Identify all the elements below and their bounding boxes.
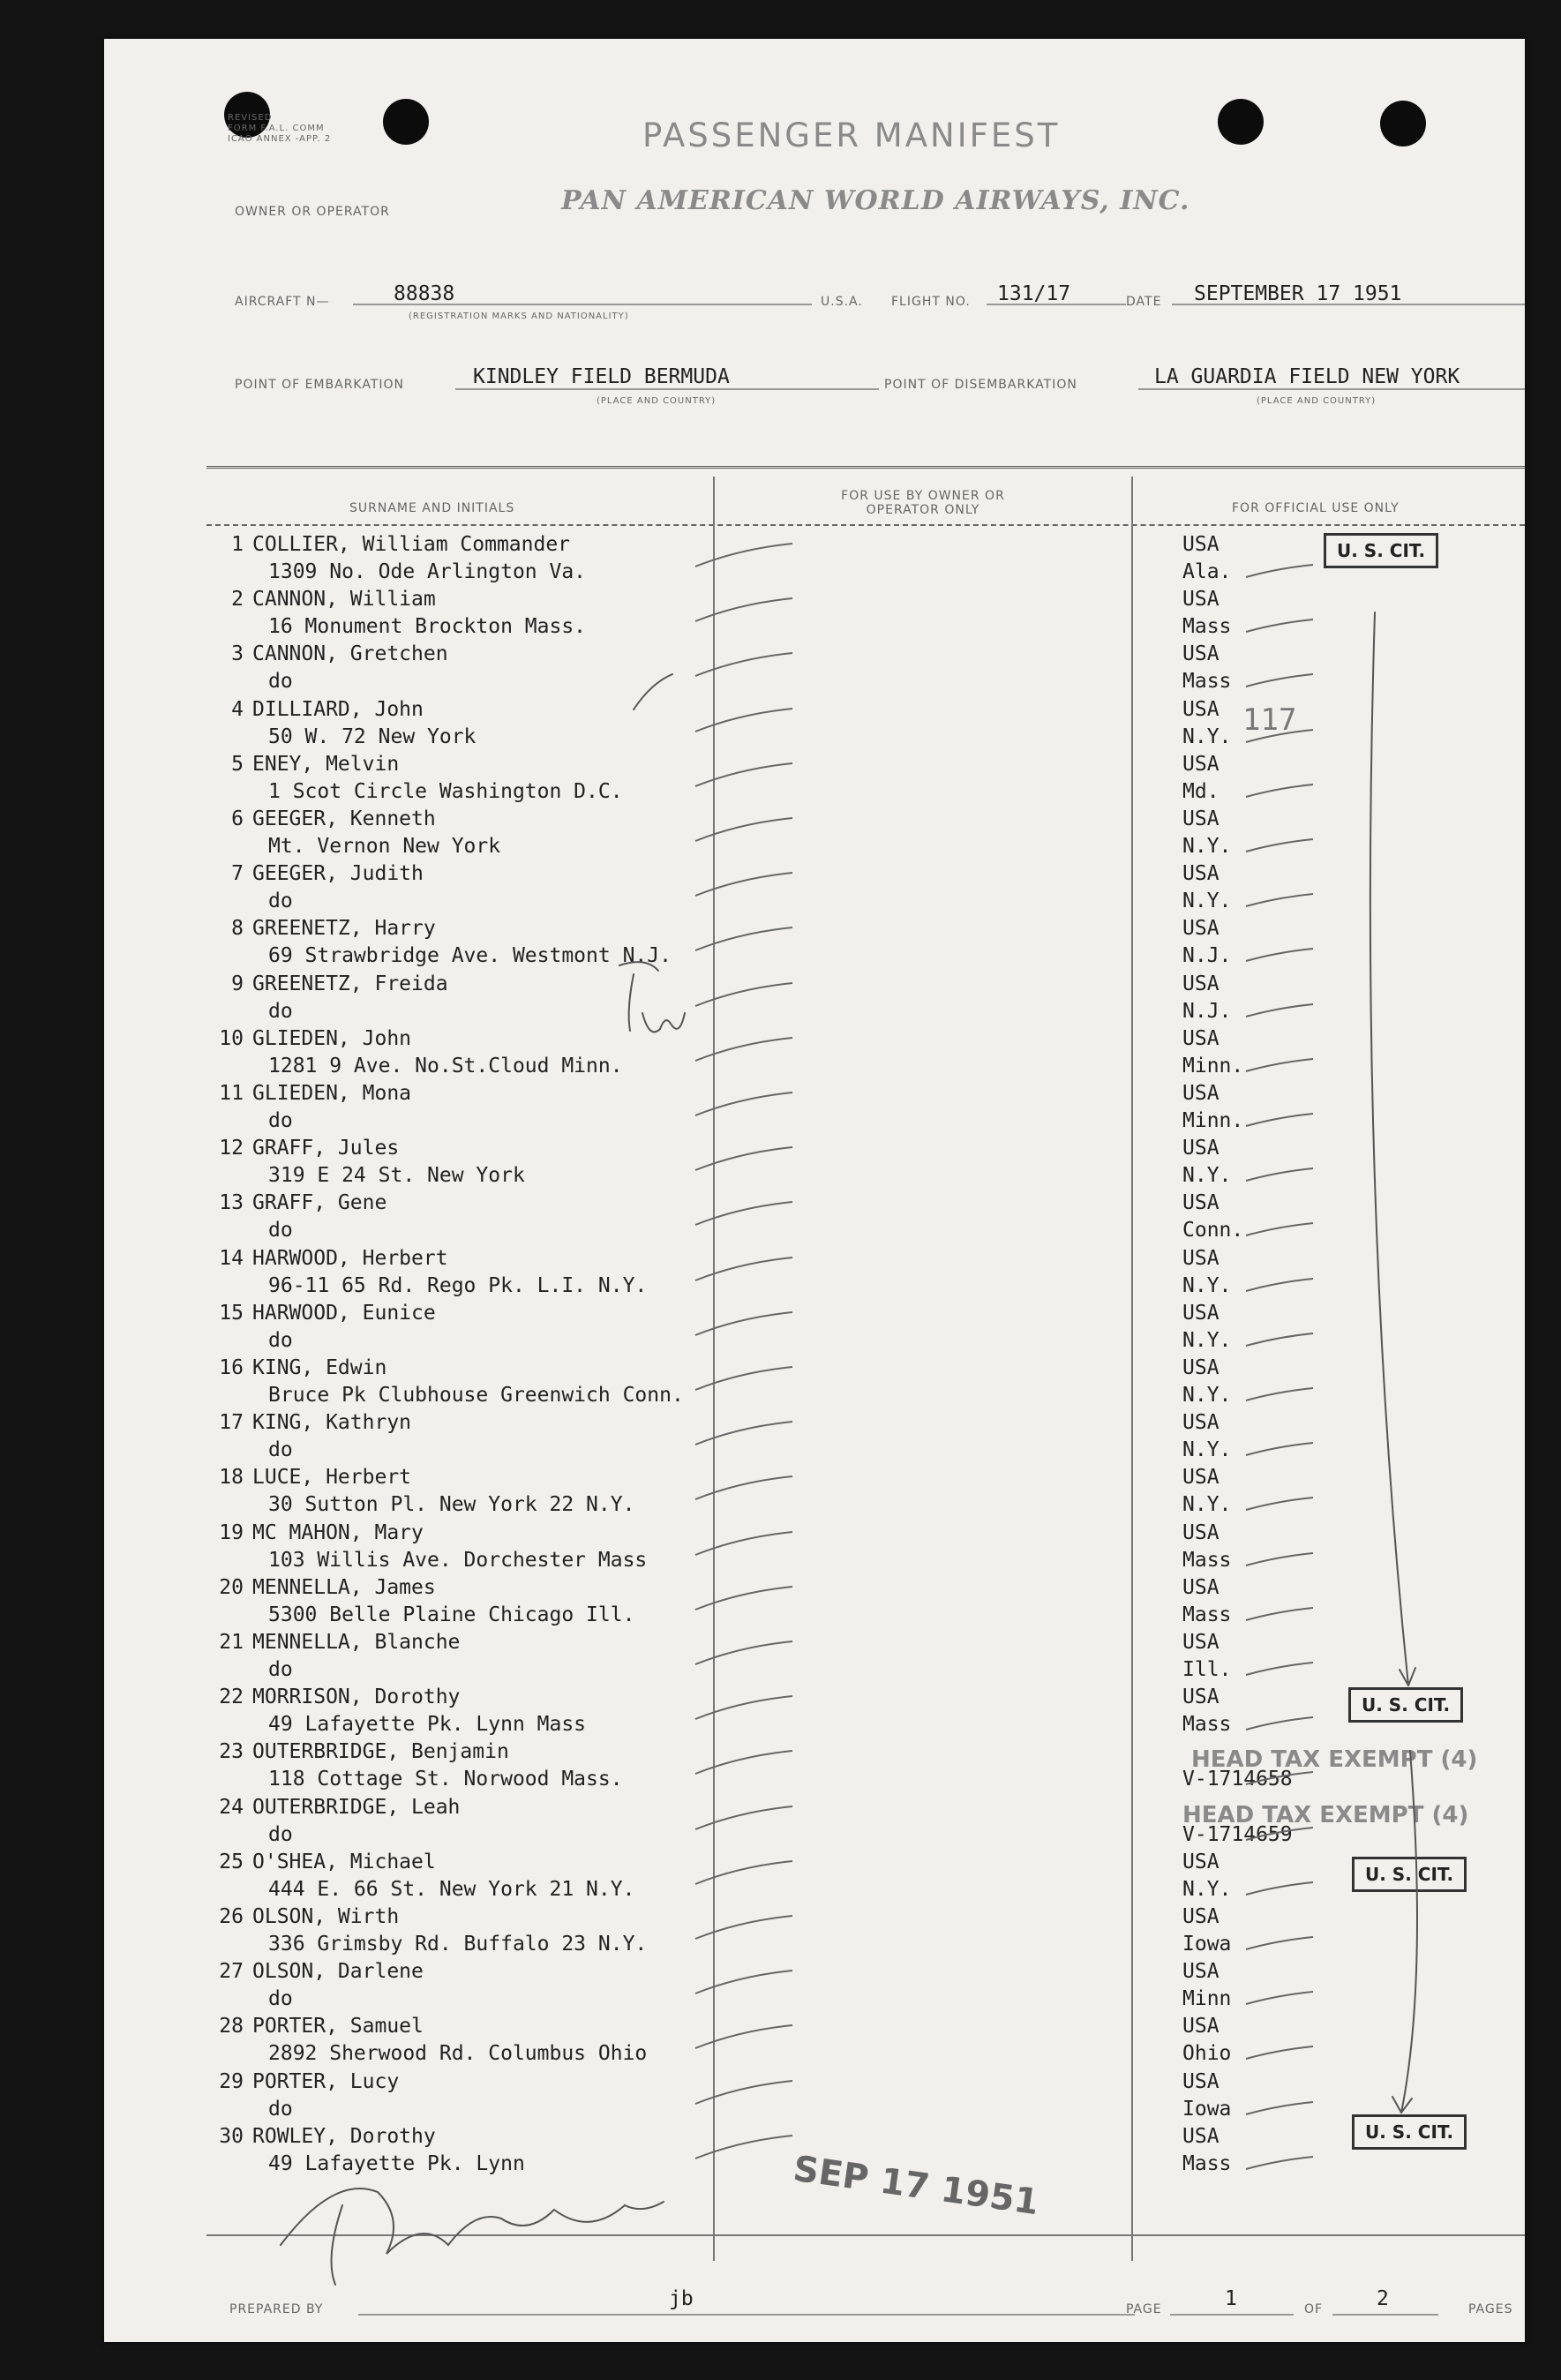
nationality: USA	[1182, 1520, 1220, 1544]
passenger-name: OUTERBRIDGE, Leah	[252, 1795, 461, 1819]
residence-state: Mass	[1182, 2151, 1232, 2175]
residence-state: Mass	[1182, 1603, 1232, 1626]
passenger-name: GLIEDEN, John	[252, 1026, 412, 1050]
passenger-address: 49 Lafayette Pk. Lynn	[268, 2151, 525, 2175]
residence-state: Iowa	[1182, 1933, 1232, 1956]
passenger-name: PORTER, Samuel	[252, 2015, 424, 2038]
of-label: OF	[1304, 2302, 1324, 2316]
nationality: USA	[1182, 2015, 1220, 2038]
embarkation-label: POINT OF EMBARKATION	[235, 378, 405, 392]
flight-date: SEPTEMBER 17 1951	[1194, 282, 1402, 305]
annotation-117: 117	[1242, 702, 1297, 738]
nationality: USA	[1182, 1082, 1220, 1105]
passenger-address: 16 Monument Brockton Mass.	[268, 615, 587, 639]
passenger-address: 50 W. 72 New York	[268, 725, 477, 748]
residence-state: Minn.	[1182, 1054, 1244, 1077]
page-label: PAGE	[1126, 2302, 1162, 2316]
passenger-name: GRAFF, Jules	[252, 1137, 400, 1160]
nationality: USA	[1182, 533, 1220, 556]
nationality: USA	[1182, 1191, 1220, 1215]
passenger-address: 336 Grimsby Rd. Buffalo 23 N.Y.	[268, 1933, 648, 1956]
row-number: 14	[219, 1246, 244, 1270]
received-date-stamp: SEP 17 1951	[791, 2148, 1042, 2224]
nationality: USA	[1182, 972, 1220, 995]
passenger-name: COLLIER, William Commander	[252, 533, 571, 556]
residence-state: Ill.	[1182, 1658, 1232, 1681]
residence-state: N.Y.	[1182, 1164, 1232, 1188]
nationality: USA	[1182, 1356, 1220, 1379]
residence-state: Mass	[1182, 1713, 1232, 1737]
registration-caption: (REGISTRATION MARKS AND NATIONALITY)	[409, 312, 629, 321]
row-number: 28	[219, 2015, 244, 2038]
residence-state: N.Y.	[1182, 835, 1232, 858]
row-number: 2	[231, 588, 244, 612]
passenger-address: do	[268, 999, 293, 1023]
nationality: USA	[1182, 1246, 1220, 1270]
residence-state: Mass	[1182, 615, 1232, 639]
residence-state: Mass	[1182, 1548, 1232, 1572]
nationality: USA	[1182, 1960, 1220, 1984]
row-number: 23	[219, 1740, 244, 1764]
nationality: USA	[1182, 2069, 1220, 2093]
nationality: USA	[1182, 1137, 1220, 1160]
passenger-address: do	[268, 670, 293, 694]
passenger-address: do	[268, 1987, 293, 2011]
residence-state: N.Y.	[1182, 725, 1232, 748]
column-header-official: FOR OFFICIAL USE ONLY	[1232, 501, 1400, 515]
passenger-address: do	[268, 1822, 293, 1846]
passenger-address: 1309 No. Ode Arlington Va.	[268, 560, 587, 583]
citizen-stamp: U. S. CIT.	[1348, 1687, 1463, 1723]
residence-state: N.Y.	[1182, 1273, 1232, 1297]
residence-state: N.Y.	[1182, 1493, 1232, 1517]
passenger-name: OUTERBRIDGE, Benjamin	[252, 1740, 509, 1764]
passenger-address: do	[268, 2097, 293, 2121]
passenger-address: do	[268, 1658, 293, 1681]
manifest-sheet	[104, 39, 1525, 2342]
row-number: 19	[219, 1520, 244, 1544]
row-number: 16	[219, 1356, 244, 1379]
flight-number: 131/17	[997, 282, 1071, 305]
residence-state: N.J.	[1182, 999, 1232, 1023]
form-code-line: ICAO ANNEX -APP. 2	[228, 134, 332, 144]
residence-state: Ala.	[1182, 560, 1232, 583]
nationality: USA	[1182, 862, 1220, 886]
residence-state: N.J.	[1182, 944, 1232, 968]
row-number: 6	[231, 807, 244, 830]
passenger-address: 69 Strawbridge Ave. Westmont N.J.	[268, 944, 672, 968]
row-number: 15	[219, 1301, 244, 1325]
page-title: PASSENGER MANIFEST	[642, 116, 1061, 154]
nationality: USA	[1182, 1026, 1220, 1050]
passenger-address: do	[268, 890, 293, 913]
form-code-line: FORM F.A.L. COMM	[228, 124, 325, 133]
residence-state: N.Y.	[1182, 1384, 1232, 1407]
date-label: DATE	[1126, 295, 1162, 309]
row-number: 22	[219, 1686, 244, 1709]
flight-label: FLIGHT NO.	[891, 295, 971, 309]
column-header-surname: SURNAME AND INITIALS	[349, 501, 515, 515]
residence-state: Conn.	[1182, 1219, 1244, 1243]
passenger-address: 1 Scot Circle Washington D.C.	[268, 779, 623, 803]
nationality: USA	[1182, 1575, 1220, 1599]
row-number: 1	[231, 533, 244, 556]
passenger-address: Mt. Vernon New York	[268, 835, 501, 858]
aircraft-number: 88838	[394, 282, 455, 305]
row-number: 26	[219, 1905, 244, 1928]
row-number: 3	[231, 642, 244, 666]
residence-state: N.Y.	[1182, 890, 1232, 913]
residence-state: Ohio	[1182, 2042, 1232, 2066]
page-number: 1	[1225, 2287, 1237, 2310]
residence-state: Md.	[1182, 779, 1220, 803]
residence-state: N.Y.	[1182, 1877, 1232, 1901]
residence-state: V-1714658	[1182, 1768, 1293, 1791]
embarkation-point: KINDLEY FIELD BERMUDA	[473, 365, 730, 388]
nationality: USA	[1182, 917, 1220, 941]
row-number: 4	[231, 697, 244, 721]
passenger-name: GEEGER, Judith	[252, 862, 424, 886]
passenger-address: 319 E 24 St. New York	[268, 1164, 525, 1188]
pages-label: PAGES	[1468, 2302, 1513, 2316]
passenger-name: LUCE, Herbert	[252, 1466, 412, 1490]
passenger-name: ROWLEY, Dorothy	[252, 2124, 436, 2148]
prepared-by: jb	[669, 2287, 694, 2310]
nationality: USA	[1182, 1850, 1220, 1873]
nationality: USA	[1182, 807, 1220, 830]
passenger-name: CANNON, William	[252, 588, 436, 612]
usa-label: U.S.A.	[821, 295, 863, 309]
passenger-name: HARWOOD, Herbert	[252, 1246, 448, 1270]
passenger-name: O'SHEA, Michael	[252, 1850, 436, 1873]
passenger-address: 103 Willis Ave. Dorchester Mass	[268, 1548, 648, 1572]
head-tax-exempt-stamp: HEAD TAX EXEMPT (4)	[1191, 1746, 1478, 1773]
passenger-address: 5300 Belle Plaine Chicago Ill.	[268, 1603, 635, 1626]
residence-state: Iowa	[1182, 2097, 1232, 2121]
passenger-name: ENEY, Melvin	[252, 752, 400, 776]
passenger-name: OLSON, Wirth	[252, 1905, 400, 1928]
row-number: 17	[219, 1411, 244, 1435]
passenger-name: GREENETZ, Freida	[252, 972, 448, 995]
row-number: 13	[219, 1191, 244, 1215]
row-number: 11	[219, 1082, 244, 1105]
disembarkation-label: POINT OF DISEMBARKATION	[884, 378, 1077, 392]
passenger-address: 1281 9 Ave. No.St.Cloud Minn.	[268, 1054, 623, 1077]
row-number: 18	[219, 1466, 244, 1490]
form-code-line: REVISED	[228, 113, 273, 123]
prepared-by-label: PREPARED BY	[229, 2302, 324, 2316]
place-caption: (PLACE AND COUNTRY)	[597, 396, 717, 406]
residence-state: Minn	[1182, 1987, 1232, 2011]
row-number: 7	[231, 862, 244, 886]
passenger-name: MENNELLA, James	[252, 1575, 436, 1599]
residence-state: N.Y.	[1182, 1438, 1232, 1462]
handwritten-marks	[104, 39, 1525, 2342]
nationality: USA	[1182, 1686, 1220, 1709]
row-number: 29	[219, 2069, 244, 2093]
passenger-address: 2892 Sherwood Rd. Columbus Ohio	[268, 2042, 648, 2066]
residence-state: N.Y.	[1182, 1328, 1232, 1352]
passenger-name: GLIEDEN, Mona	[252, 1082, 412, 1105]
passenger-address: Bruce Pk Clubhouse Greenwich Conn.	[268, 1384, 684, 1407]
owner-label: OWNER OR OPERATOR	[235, 205, 390, 219]
passenger-name: GEEGER, Kenneth	[252, 807, 436, 830]
row-number: 10	[219, 1026, 244, 1050]
aircraft-label: AIRCRAFT N—	[235, 295, 330, 309]
passenger-name: PORTER, Lucy	[252, 2069, 400, 2093]
nationality: USA	[1182, 697, 1220, 721]
nationality: USA	[1182, 2124, 1220, 2148]
nationality: USA	[1182, 642, 1220, 666]
row-number: 5	[231, 752, 244, 776]
passenger-name: KING, Edwin	[252, 1356, 387, 1379]
row-number: 24	[219, 1795, 244, 1819]
passenger-address: do	[268, 1328, 293, 1352]
row-number: 12	[219, 1137, 244, 1160]
nationality: USA	[1182, 752, 1220, 776]
passenger-address: 96-11 65 Rd. Rego Pk. L.I. N.Y.	[268, 1273, 648, 1297]
citizen-stamp: U. S. CIT.	[1324, 533, 1438, 568]
citizen-stamp: U. S. CIT.	[1352, 1857, 1467, 1892]
passenger-name: OLSON, Darlene	[252, 1960, 424, 1984]
passenger-name: DILLIARD, John	[252, 697, 424, 721]
row-number: 20	[219, 1575, 244, 1599]
nationality: USA	[1182, 1466, 1220, 1490]
row-number: 30	[219, 2124, 244, 2148]
passenger-name: CANNON, Gretchen	[252, 642, 448, 666]
passenger-address: do	[268, 1219, 293, 1243]
nationality: USA	[1182, 1411, 1220, 1435]
nationality: USA	[1182, 1631, 1220, 1654]
place-caption: (PLACE AND COUNTRY)	[1257, 396, 1377, 406]
passenger-name: HARWOOD, Eunice	[252, 1301, 436, 1325]
nationality: USA	[1182, 588, 1220, 612]
column-header-owner: FOR USE BY OWNER OR OPERATOR ONLY	[841, 489, 1005, 517]
passenger-name: MENNELLA, Blanche	[252, 1631, 461, 1654]
passenger-address: do	[268, 1438, 293, 1462]
passenger-name: MC MAHON, Mary	[252, 1520, 424, 1544]
residence-state: Mass	[1182, 670, 1232, 694]
nationality: USA	[1182, 1905, 1220, 1928]
passenger-address: 49 Lafayette Pk. Lynn Mass	[268, 1713, 587, 1737]
passenger-name: GRAFF, Gene	[252, 1191, 387, 1215]
airline-name: PAN AMERICAN WORLD AIRWAYS, INC.	[561, 185, 1190, 216]
row-number: 8	[231, 917, 244, 941]
row-number: 21	[219, 1631, 244, 1654]
row-number: 27	[219, 1960, 244, 1984]
citizen-stamp: U. S. CIT.	[1352, 2114, 1467, 2150]
passenger-name: KING, Kathryn	[252, 1411, 412, 1435]
row-number: 9	[231, 972, 244, 995]
passenger-address: 444 E. 66 St. New York 21 N.Y.	[268, 1877, 635, 1901]
nationality: USA	[1182, 1301, 1220, 1325]
passenger-name: MORRISON, Dorothy	[252, 1686, 461, 1709]
total-pages: 2	[1377, 2287, 1389, 2310]
residence-state: V-1714659	[1182, 1822, 1293, 1846]
disembarkation-point: LA GUARDIA FIELD NEW YORK	[1154, 365, 1460, 388]
row-number: 25	[219, 1850, 244, 1873]
passenger-address: 30 Sutton Pl. New York 22 N.Y.	[268, 1493, 635, 1517]
passenger-address: 118 Cottage St. Norwood Mass.	[268, 1768, 623, 1791]
head-tax-exempt-stamp: HEAD TAX EXEMPT (4)	[1182, 1802, 1469, 1828]
passenger-address: do	[268, 1109, 293, 1132]
passenger-name: GREENETZ, Harry	[252, 917, 436, 941]
residence-state: Minn.	[1182, 1109, 1244, 1132]
